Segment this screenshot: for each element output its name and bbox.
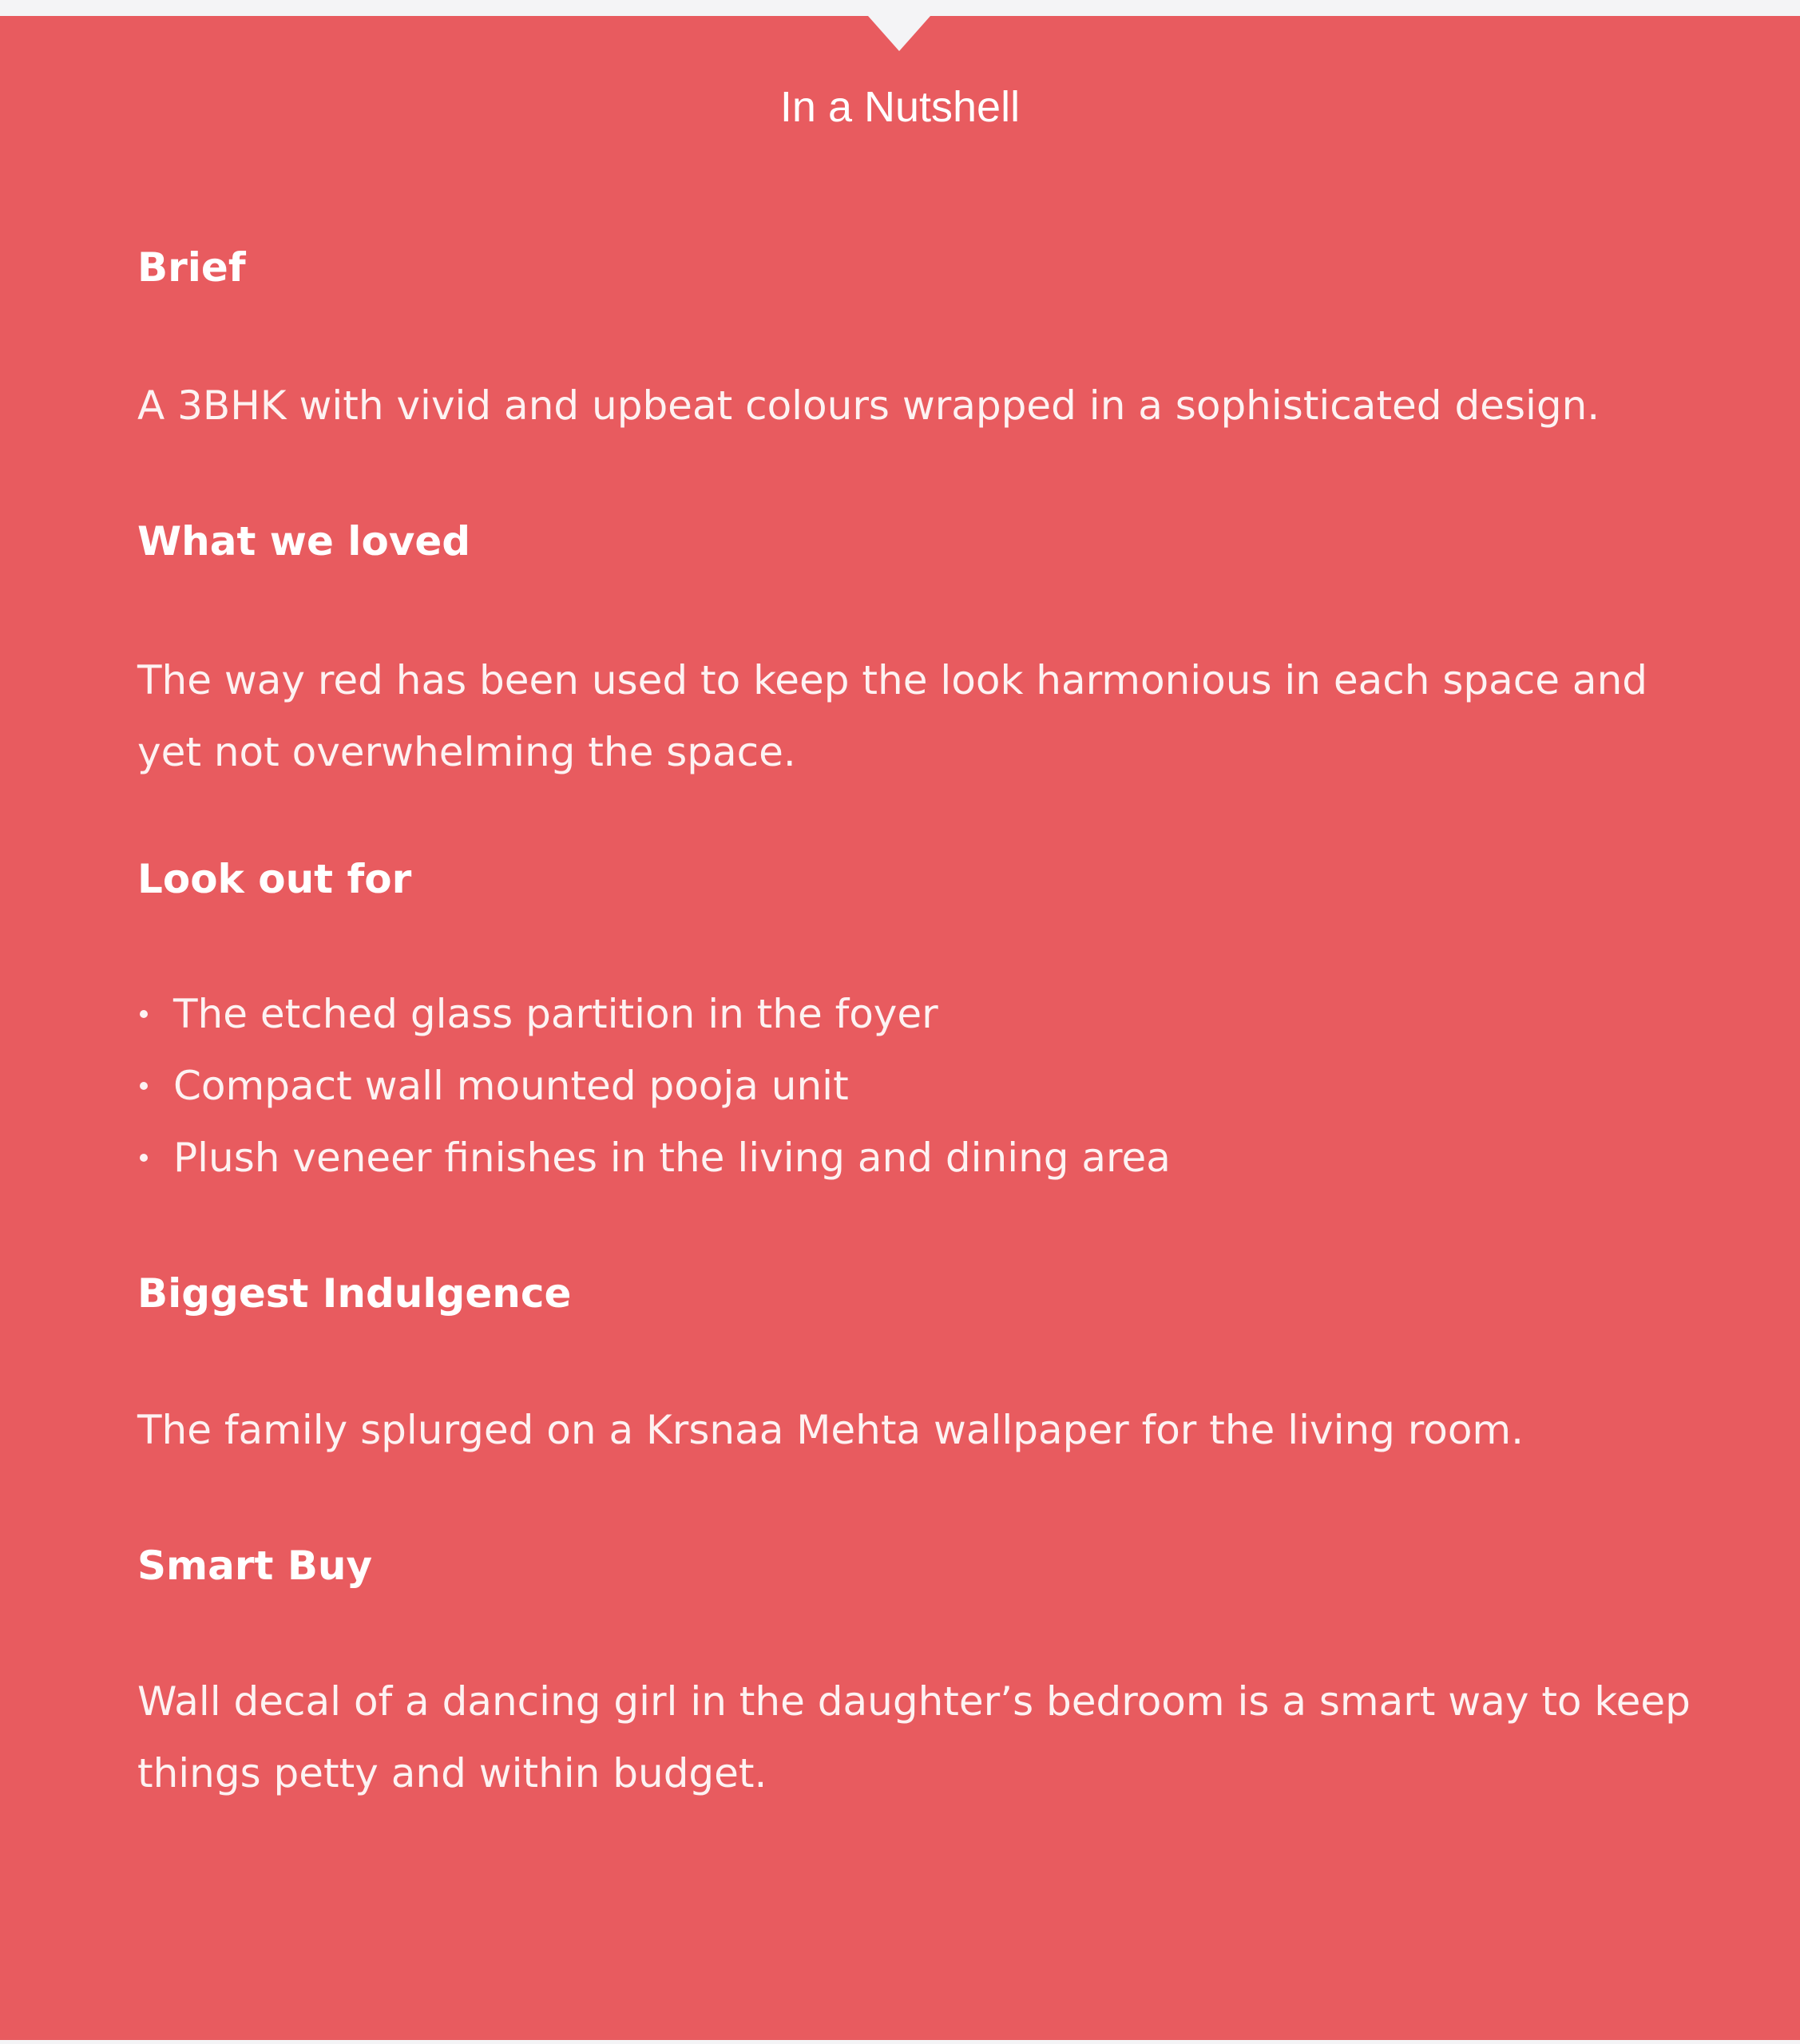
brief-heading: Brief [137, 244, 246, 291]
list-item-text: Compact wall mounted pooja unit [173, 1063, 849, 1109]
bullet-icon [140, 1082, 148, 1090]
smartbuy-text: Wall decal of a dancing girl in the daughter’s bedroom is a smart way to keep things petty and within budget. [137, 1678, 1691, 1796]
loved-heading: What we loved [137, 518, 471, 564]
brief-text: A 3BHK with vivid and upbeat colours wrapped in a sophisticated design. [137, 382, 1600, 429]
panel-title: In a Nutshell [779, 83, 1021, 131]
list-item [137, 1122, 1171, 1194]
lookout-heading: Look out for [137, 856, 412, 902]
bullet-icon [140, 1154, 148, 1162]
indulgence-heading: Biggest Indulgence [137, 1270, 572, 1317]
bullet-icon [140, 1010, 148, 1018]
list-item [137, 978, 1171, 1050]
list-item [137, 1050, 1171, 1122]
notch-indicator [868, 16, 930, 51]
indulgence-text: The family splurged on a Krsnaa Mehta wallpaper for the living room. [137, 1407, 1524, 1453]
lookout-list [137, 978, 1171, 1194]
smartbuy-heading: Smart Buy [137, 1543, 373, 1589]
loved-text: The way red has been used to keep the look harmonious in each space and yet not overwhelming the space. [137, 657, 1647, 775]
list-item-text: The etched glass partition in the foyer [173, 991, 938, 1037]
list-item-text: Plush veneer finishes in the living and dining area [173, 1135, 1171, 1181]
